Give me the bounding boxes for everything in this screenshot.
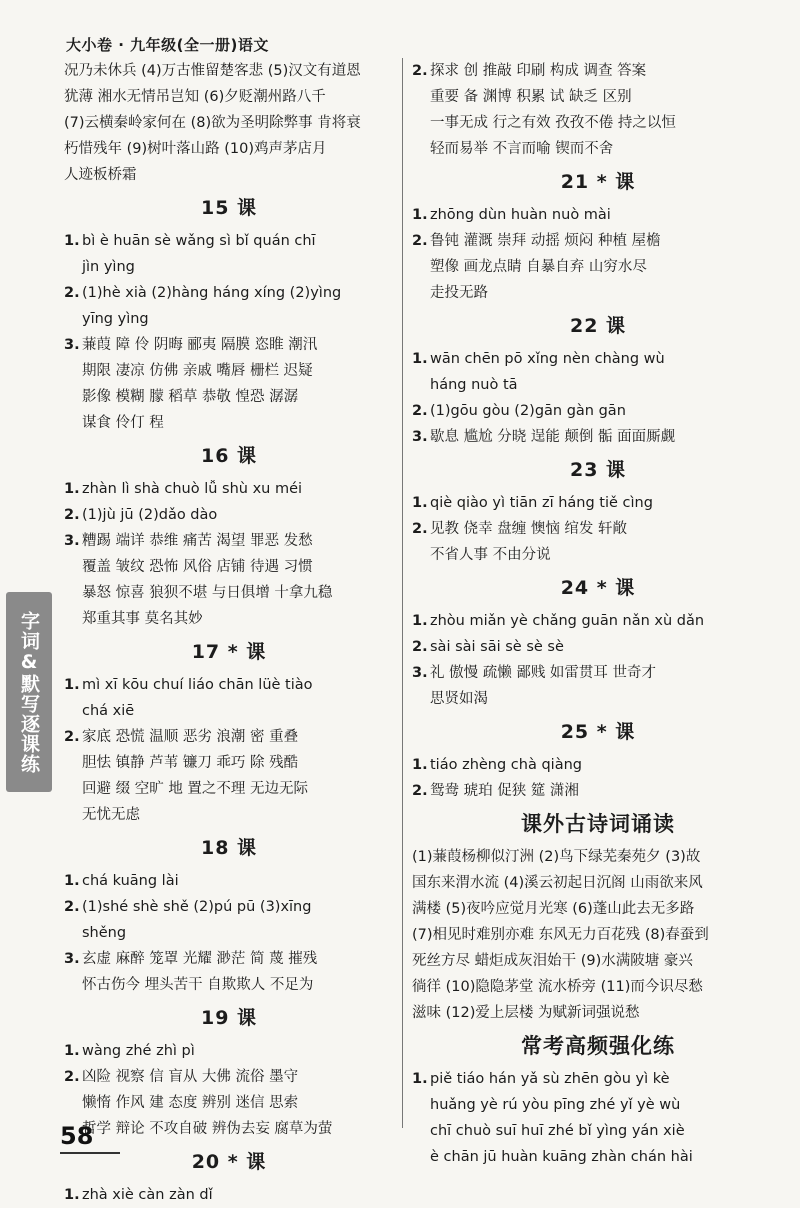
item-number: 1. [412, 351, 428, 367]
answer-item [412, 608, 784, 634]
item-number: 3. [64, 337, 80, 353]
item-number: 2. [412, 521, 428, 537]
answer-text: zhàn lì shà chuò lǚ shù xu méi [82, 481, 303, 497]
answer-line: 满楼 (5)夜吟应觉月光寒 (6)蓬山此去无多路 [412, 901, 695, 917]
classical-poetry-section [412, 804, 784, 1026]
item-number: 1. [64, 677, 80, 693]
answer-text: 走投无路 [430, 285, 488, 301]
item-number: 3. [64, 951, 80, 967]
frequent-practice-section [412, 1026, 784, 1170]
answer-item [64, 228, 394, 280]
answer-text: 凶险 视察 信 盲从 大佛 流俗 墨守 [82, 1069, 299, 1085]
item-number: 1. [64, 1187, 80, 1203]
item-number: 2. [412, 783, 428, 799]
lesson-18-section [64, 828, 394, 998]
answer-text: bì è huān sè wǎng sì bǐ quán chī [82, 233, 316, 249]
answer-text: 哲学 辩论 不攻自破 辨伪去妄 腐草为萤 [82, 1121, 333, 1137]
section-heading: 课外古诗词诵读 [521, 812, 675, 836]
item-number: 1. [412, 757, 428, 773]
answer-line [64, 698, 394, 724]
intro-answers [64, 58, 394, 188]
lesson-heading: 20 * 课 [191, 1151, 267, 1173]
answer-text: 探求 创 推敲 印刷 构成 调查 答案 [430, 63, 647, 79]
answer-line [64, 894, 394, 920]
answer-item [412, 660, 784, 712]
answer-line: (7)云横秦岭家何在 (8)欲为圣明除弊事 肯将衰 [64, 115, 361, 131]
lesson-20-continued [412, 58, 784, 162]
answer-text: 一事无成 行之有效 孜孜不倦 持之以恒 [430, 115, 676, 131]
answer-item [64, 280, 394, 332]
answer-line [64, 1064, 394, 1090]
answer-text: 暴怒 惊喜 狼狈不堪 与日俱增 十拿九稳 [82, 585, 333, 601]
item-number: 2. [64, 507, 80, 523]
answer-text: 重要 备 渊博 积累 试 缺乏 区别 [430, 89, 632, 105]
item-number: 2. [412, 403, 428, 419]
answer-line: 犹薄 湘水无情吊岂知 (6)夕贬潮州路八千 [64, 89, 326, 105]
answer-line [412, 84, 784, 110]
page-number-rule [60, 1152, 120, 1154]
lesson-17-section [64, 632, 394, 828]
left-column [64, 58, 394, 1208]
answer-line: 朽惜残年 (9)树叶落山路 (10)鸡声茅店月 [64, 141, 327, 157]
answer-text: 无忧无虑 [82, 807, 140, 823]
lesson-heading: 17 * 课 [191, 641, 267, 663]
answer-line [64, 776, 394, 802]
answer-item [412, 202, 784, 228]
answer-item [64, 868, 394, 894]
answer-line [412, 542, 784, 568]
answer-text: yīng yìng [82, 311, 149, 327]
answer-item [412, 490, 784, 516]
answer-item [64, 332, 394, 436]
answer-line [64, 972, 394, 998]
answer-item [64, 1182, 394, 1208]
answer-line [412, 424, 784, 450]
lesson-heading: 19 课 [200, 1007, 258, 1029]
answer-line [412, 778, 784, 804]
answer-line: 滋味 (12)爱上层楼 为赋新词强说愁 [412, 1005, 640, 1021]
answer-line [412, 1066, 784, 1092]
answer-item [412, 778, 784, 804]
answer-line [64, 606, 394, 632]
lesson-21-section [412, 162, 784, 306]
answer-line: 国东来渭水流 (4)溪云初起日沉阁 山雨欲来风 [412, 875, 703, 891]
answer-text: 玄虚 麻醉 笼罩 光耀 渺茫 简 蔑 摧残 [82, 951, 318, 967]
lesson-heading: 23 课 [569, 459, 627, 481]
answer-item [64, 528, 394, 632]
answer-line [412, 58, 784, 84]
right-column [412, 58, 784, 1170]
answer-line: 况乃未休兵 (4)万古惟留楚客悲 (5)汉文有道恩 [64, 63, 361, 79]
answer-line [64, 868, 394, 894]
answer-line [412, 398, 784, 424]
answer-line [64, 1182, 394, 1208]
answer-text: 期限 凄凉 仿佛 亲戚 嘴唇 栅栏 迟疑 [82, 363, 313, 379]
answer-line [412, 254, 784, 280]
lesson-heading: 21 * 课 [560, 171, 636, 193]
answer-line [64, 1116, 394, 1142]
item-number: 2. [64, 285, 80, 301]
answer-line [412, 136, 784, 162]
answer-line [412, 280, 784, 306]
answer-line [64, 920, 394, 946]
answer-line [64, 306, 394, 332]
answer-line [64, 580, 394, 606]
answer-text: zhòu miǎn yè chǎng guān nǎn xù dǎn [430, 613, 705, 629]
lesson-heading: 常考高频强化练 [521, 1034, 675, 1058]
answer-text: 不省人事 不由分说 [430, 547, 551, 563]
item-number: 1. [412, 613, 428, 629]
answer-text: chī chuò suī huī zhé bǐ yìng yán xiè [430, 1123, 685, 1139]
poetry-answers [412, 844, 784, 1026]
lesson-22-section [412, 306, 784, 450]
answer-text: 轻而易举 不言而喻 锲而不舍 [430, 141, 614, 157]
item-number: 2. [412, 63, 428, 79]
answer-text: jìn yìng [82, 259, 135, 275]
answer-line [64, 1090, 394, 1116]
answer-item [412, 516, 784, 568]
lesson-24-section [412, 568, 784, 712]
answer-item [412, 1066, 784, 1170]
answer-text: 郑重其事 莫名其妙 [82, 611, 203, 627]
item-number: 2. [412, 639, 428, 655]
lesson-heading: 18 课 [200, 837, 258, 859]
lesson-heading: 15 课 [200, 197, 258, 219]
item-number: 1. [64, 233, 80, 249]
answer-line [412, 634, 784, 660]
answer-item [412, 752, 784, 778]
item-number: 1. [64, 481, 80, 497]
answer-text: 礼 傲慢 疏懒 鄙贱 如雷贯耳 世奇才 [430, 665, 657, 681]
answer-text: 懒惰 作风 建 态度 辨别 迷信 思索 [82, 1095, 299, 1111]
answer-line [412, 1118, 784, 1144]
answer-line [64, 358, 394, 384]
answer-text: 思贤如渴 [430, 691, 488, 707]
answer-text: 见教 侥幸 盘缠 懊恼 绾发 轩敞 [430, 521, 628, 537]
answer-line [64, 410, 394, 436]
answer-line [412, 372, 784, 398]
answer-line [64, 384, 394, 410]
lesson-heading: 16 课 [200, 445, 258, 467]
answer-item [412, 228, 784, 306]
answer-text: è chān jū huàn kuāng zhàn chán hài [430, 1149, 693, 1165]
answer-line [64, 672, 394, 698]
answer-line [412, 752, 784, 778]
answer-line [64, 946, 394, 972]
answer-text: 歇息 尴尬 分晓 逞能 颠倒 骺 面面厮觑 [430, 429, 676, 445]
item-number: 3. [412, 429, 428, 445]
item-number: 3. [64, 533, 80, 549]
answer-text: 影像 模糊 朦 稻草 恭敬 惶恐 潺潺 [82, 389, 299, 405]
answer-text: shěng [82, 925, 127, 941]
answer-text: 家底 恐慌 温顺 恶劣 浪潮 密 重叠 [82, 729, 299, 745]
answer-line [412, 1144, 784, 1170]
answer-text: piě tiáo hán yǎ sù zhēn gòu yì kè [430, 1071, 670, 1087]
page-number: 58 [60, 1122, 94, 1150]
answer-line [64, 476, 394, 502]
answer-item [412, 424, 784, 450]
answer-text: 蒹葭 障 伶 阴晦 郦夷 隔膜 恣睢 潮汛 [82, 337, 318, 353]
answer-line: 人迹板桥霜 [64, 167, 137, 183]
item-number: 2. [64, 729, 80, 745]
answer-text: (1)jù jū (2)dǎo dào [82, 507, 218, 523]
item-number: 1. [412, 1071, 428, 1087]
item-number: 2. [64, 1069, 80, 1085]
answer-item [64, 1064, 394, 1142]
lesson-25-section [412, 712, 784, 804]
answer-item [64, 724, 394, 828]
answer-line [412, 490, 784, 516]
answer-line [412, 516, 784, 542]
lesson-heading: 24 * 课 [560, 577, 636, 599]
answer-line [412, 346, 784, 372]
answer-text: 鸳鸯 琥珀 促狭 筵 潇湘 [430, 783, 579, 799]
answer-text: 谋食 伶仃 程 [82, 415, 164, 431]
lesson-heading: 25 * 课 [560, 721, 636, 743]
answer-line: (7)相见时难别亦难 东风无力百花残 (8)春蚕到 [412, 927, 709, 943]
answer-text: tiáo zhèng chà qiàng [430, 757, 582, 773]
answer-line [64, 254, 394, 280]
item-number: 1. [64, 873, 80, 889]
book-title-header: 大小卷 · 九年级(全一册)语文 [66, 36, 269, 54]
answer-item [64, 476, 394, 502]
answer-line: 死丝方尽 蜡炬成灰泪始干 (9)水满陂塘 豪兴 [412, 953, 693, 969]
sidebar-tab[interactable] [6, 592, 52, 792]
answer-item [64, 672, 394, 724]
answer-line [64, 332, 394, 358]
answer-text: zhōng dùn huàn nuò mài [430, 207, 611, 223]
answer-item [412, 634, 784, 660]
answer-line [64, 280, 394, 306]
answer-text: (1)gōu gòu (2)gān gàn gān [430, 403, 626, 419]
answer-item [412, 346, 784, 398]
item-number: 2. [64, 899, 80, 915]
answer-line [64, 750, 394, 776]
item-number: 1. [64, 1043, 80, 1059]
answer-item [412, 58, 784, 162]
item-number: 1. [412, 495, 428, 511]
item-number: 1. [412, 207, 428, 223]
lesson-15-section [64, 188, 394, 436]
answer-text: chá kuāng lài [82, 873, 179, 889]
answer-text: chá xiē [82, 703, 135, 719]
answer-line [412, 608, 784, 634]
answer-line [64, 502, 394, 528]
column-divider [402, 58, 403, 1128]
answer-text: sài sài sāi sè sè sè [430, 639, 564, 655]
answer-item [64, 1038, 394, 1064]
answer-item [64, 502, 394, 528]
answer-line [64, 724, 394, 750]
answer-text: wàng zhé zhì pì [82, 1043, 195, 1059]
answer-text: 鲁钝 灌溉 崇拜 动摇 烦闷 种植 屋檐 [430, 233, 661, 249]
answer-text: 怀古伤今 埋头苦干 自欺欺人 不足为 [82, 977, 314, 993]
answer-line [412, 110, 784, 136]
answer-line [64, 1038, 394, 1064]
answer-text: 糟踢 端详 恭维 痛苦 渴望 罪恶 发愁 [82, 533, 313, 549]
answer-line: 徜徉 (10)隐隐茅堂 流水桥旁 (11)而今识尽愁 [412, 979, 703, 995]
answer-line [64, 554, 394, 580]
answer-line [412, 202, 784, 228]
lesson-19-section [64, 998, 394, 1142]
answer-text: (1)hè xià (2)hàng háng xíng (2)yìng [82, 285, 342, 301]
answer-line [64, 528, 394, 554]
answer-line [412, 660, 784, 686]
answer-item [64, 946, 394, 998]
item-number: 2. [412, 233, 428, 249]
lesson-heading: 22 课 [569, 315, 627, 337]
answer-text: 覆盖 皱纹 恐怖 风俗 店铺 待遇 习惯 [82, 559, 313, 575]
answer-item [412, 398, 784, 424]
answer-line [412, 1092, 784, 1118]
answer-text: huǎng yè rú yòu pīng zhé yǐ yè wù [430, 1097, 681, 1113]
answer-line [64, 802, 394, 828]
answer-text: mì xī kōu chuí liáo chān lüè tiào [82, 677, 313, 693]
answer-line: (1)蒹葭杨柳似汀洲 (2)鸟下绿芜秦苑夕 (3)故 [412, 849, 701, 865]
answer-text: (1)shé shè shě (2)pú pū (3)xīng [82, 899, 312, 915]
answer-line [64, 228, 394, 254]
answer-text: háng nuò tā [430, 377, 518, 393]
lesson-23-section [412, 450, 784, 568]
answer-text: 塑像 画龙点睛 自暴自弃 山穷水尽 [430, 259, 647, 275]
answer-text: zhà xiè càn zàn dǐ [82, 1187, 213, 1203]
answer-text: qiè qiào yì tiān zī háng tiě cìng [430, 495, 653, 511]
lesson-16-section [64, 436, 394, 632]
answer-line [412, 228, 784, 254]
answer-text: 胆怯 镇静 芦苇 镰刀 乖巧 除 残酷 [82, 755, 299, 771]
item-number: 3. [412, 665, 428, 681]
answer-item [64, 894, 394, 946]
answer-line [412, 686, 784, 712]
sidebar-tab-label: 字词&默写逐课练 [18, 610, 40, 774]
answer-text: wān chēn pō xǐng nèn chàng wù [430, 351, 665, 367]
answer-text: 回避 缀 空旷 地 置之不理 无边无际 [82, 781, 309, 797]
